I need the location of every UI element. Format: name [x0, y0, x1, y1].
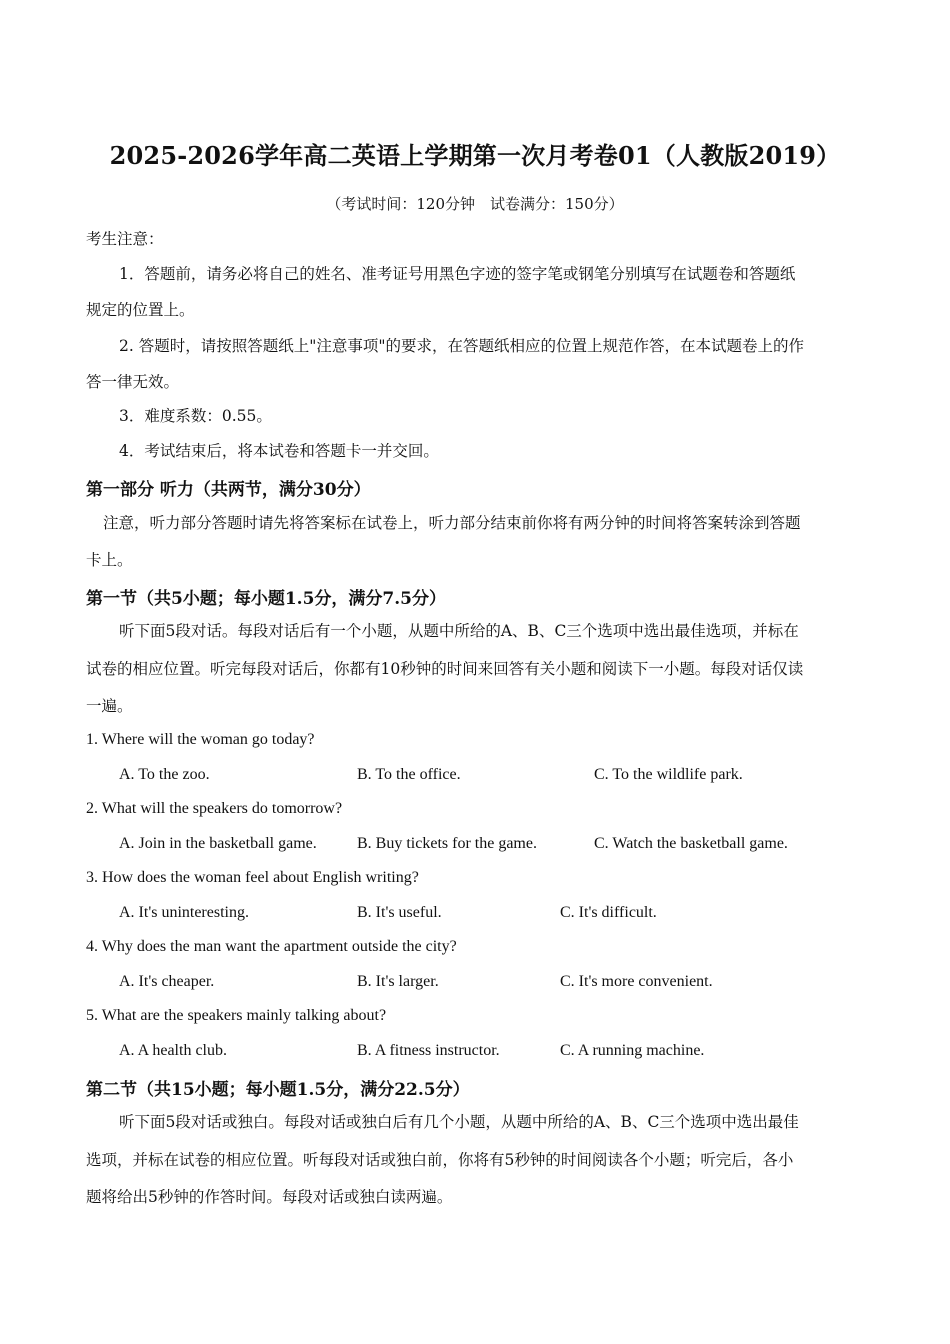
section2-instructions: 题将给出5秒钟的作答时间。每段对话或独白读两遍。: [86, 1188, 453, 1206]
notice-heading: 考生注意：: [86, 230, 164, 248]
exam-info: （考试时间：120分钟 试卷满分：150分）: [326, 195, 624, 213]
question-stem: 5. What are the speakers mainly talking about?: [86, 1007, 387, 1024]
option-b: B. It's useful.: [357, 904, 442, 921]
question-stem: 2. What will the speakers do tomorrow?: [86, 800, 343, 817]
notice-item: 2. 答题时，请按照答题纸上"注意事项"的要求，在答题纸相应的位置上规范作答，在本试题卷上的作: [119, 337, 804, 355]
section2-instructions: 选项，并标在试卷的相应位置。听每段对话或独白前，你将有5秒钟的时间阅读各个小题；听完后，各小: [86, 1151, 794, 1169]
option-b: B. It's larger.: [357, 973, 439, 990]
notice-item: 1．答题前，请务必将自己的姓名、准考证号用黑色字迹的签字笔或钢笔分别填写在试题卷和答题纸: [119, 265, 796, 283]
option-a: A. It's cheaper.: [119, 973, 215, 990]
section2-heading: 第二节（共15小题；每小题1.5分，满分22.5分）: [86, 1080, 470, 1100]
notice-item: 3．难度系数：0.55。: [119, 407, 272, 425]
option-c: C. Watch the basketball game.: [594, 835, 788, 852]
option-c: C. It's difficult.: [560, 904, 657, 921]
option-c: C. A running machine.: [560, 1042, 705, 1059]
option-b: B. A fitness instructor.: [357, 1042, 500, 1059]
option-a: A. Join in the basketball game.: [119, 835, 317, 852]
notice-item: 答一律无效。: [86, 373, 180, 391]
part1-heading: 第一部分 听力（共两节，满分30分）: [86, 480, 371, 500]
section1-instructions: 试卷的相应位置。听完每段对话后，你都有10秒钟的时间来回答有关小题和阅读下一小题。每段对话仅读: [86, 660, 804, 678]
option-c: C. It's more convenient.: [560, 973, 713, 990]
part1-intro: 注意，听力部分答题时请先将答案标在试卷上，听力部分结束前你将有两分钟的时间将答案转涂到答题: [103, 514, 801, 532]
question-stem: 1. Where will the woman go today?: [86, 731, 315, 748]
option-a: A. It's uninteresting.: [119, 904, 249, 921]
page-title: 2025-2026学年高二英语上学期第一次月考卷01（人教版2019）: [109, 141, 841, 170]
option-a: A. A health club.: [119, 1042, 227, 1059]
section1-instructions: 一遍。: [86, 697, 133, 715]
option-b: B. To the office.: [357, 766, 461, 783]
option-b: B. Buy tickets for the game.: [357, 835, 537, 852]
section1-instructions: 听下面5段对话。每段对话后有一个小题，从题中所给的A、B、C三个选项中选出最佳选项，并标在: [119, 622, 799, 640]
section1-heading: 第一节（共5小题；每小题1.5分，满分7.5分）: [86, 589, 446, 609]
part1-intro: 卡上。: [86, 551, 133, 569]
question-stem: 4. Why does the man want the apartment outside the city?: [86, 938, 457, 955]
option-c: C. To the wildlife park.: [594, 766, 743, 783]
notice-item: 4．考试结束后，将本试卷和答题卡一并交回。: [119, 442, 439, 460]
option-a: A. To the zoo.: [119, 766, 210, 783]
question-stem: 3. How does the woman feel about English writing?: [86, 869, 419, 886]
section2-instructions: 听下面5段对话或独白。每段对话或独白后有几个小题，从题中所给的A、B、C三个选项中选出最佳: [119, 1113, 799, 1131]
notice-item: 规定的位置上。: [86, 301, 195, 319]
